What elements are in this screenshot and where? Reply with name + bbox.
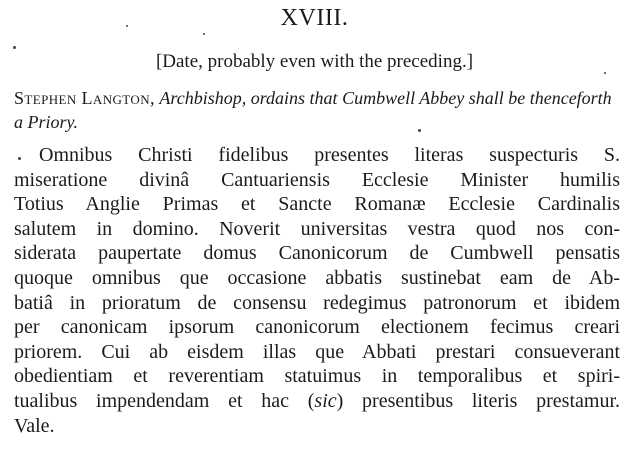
scan-speck: [13, 46, 16, 49]
heading-description: Archbishop, ordains that Cumbwell Abbey shall be thenceforth a Priory.: [14, 88, 612, 132]
body-line-10: obedientiam et reverentiam statuimus in temporalibus et spiri-: [14, 365, 620, 388]
body-line-7: batiâ in prioratum de consensu redegimus patronorum et ibidem: [14, 291, 620, 314]
body-line-1: Omnibus Christi fidelibus presentes literas suspecturis S.: [39, 144, 620, 166]
scan-speck: [126, 25, 128, 27]
body-line-12: Vale.: [14, 414, 55, 437]
body-line-8: per canonicam ipsorum canonicorum electionem fecimus creari: [14, 316, 620, 339]
latin-charter-text: [14, 143, 620, 438]
scan-speck: [18, 157, 21, 160]
document-number: XVIII.: [280, 5, 349, 31]
body-line-6: quoque omnibus que occasione abbatis sustinebat eam de Ab-: [14, 266, 620, 289]
body-line-4: salutem in domino. Noverit universitas vestra quod nos con-: [14, 217, 620, 240]
sic-after: ) presentibus literis prestamur.: [336, 389, 621, 412]
body-line-5: siderata paupertate domus Canonicorum de Cumbwell pensatis: [14, 242, 620, 265]
body-line-9: priorem. Cui ab eisdem illas que Abbati prestari consueverant: [14, 340, 620, 363]
scan-speck: [604, 72, 606, 74]
heading-name: Stephen Langton,: [14, 88, 155, 108]
scan-speck: [418, 129, 421, 132]
scan-speck: [203, 33, 205, 35]
date-note: [Date, probably even with the preceding.]: [155, 51, 474, 72]
body-line-3: Totius Anglie Primas et Sancte Romanæ Ecclesie Cardinalis: [14, 193, 620, 216]
document-heading: [14, 86, 620, 134]
sic-note: sic: [314, 389, 337, 412]
body-line-2: miseratione divinâ Cantuariensis Ecclesie Minister humilis: [14, 168, 620, 191]
sic-before: tualibus impendendam et hac (: [14, 389, 315, 412]
body-line-11: [14, 389, 620, 414]
